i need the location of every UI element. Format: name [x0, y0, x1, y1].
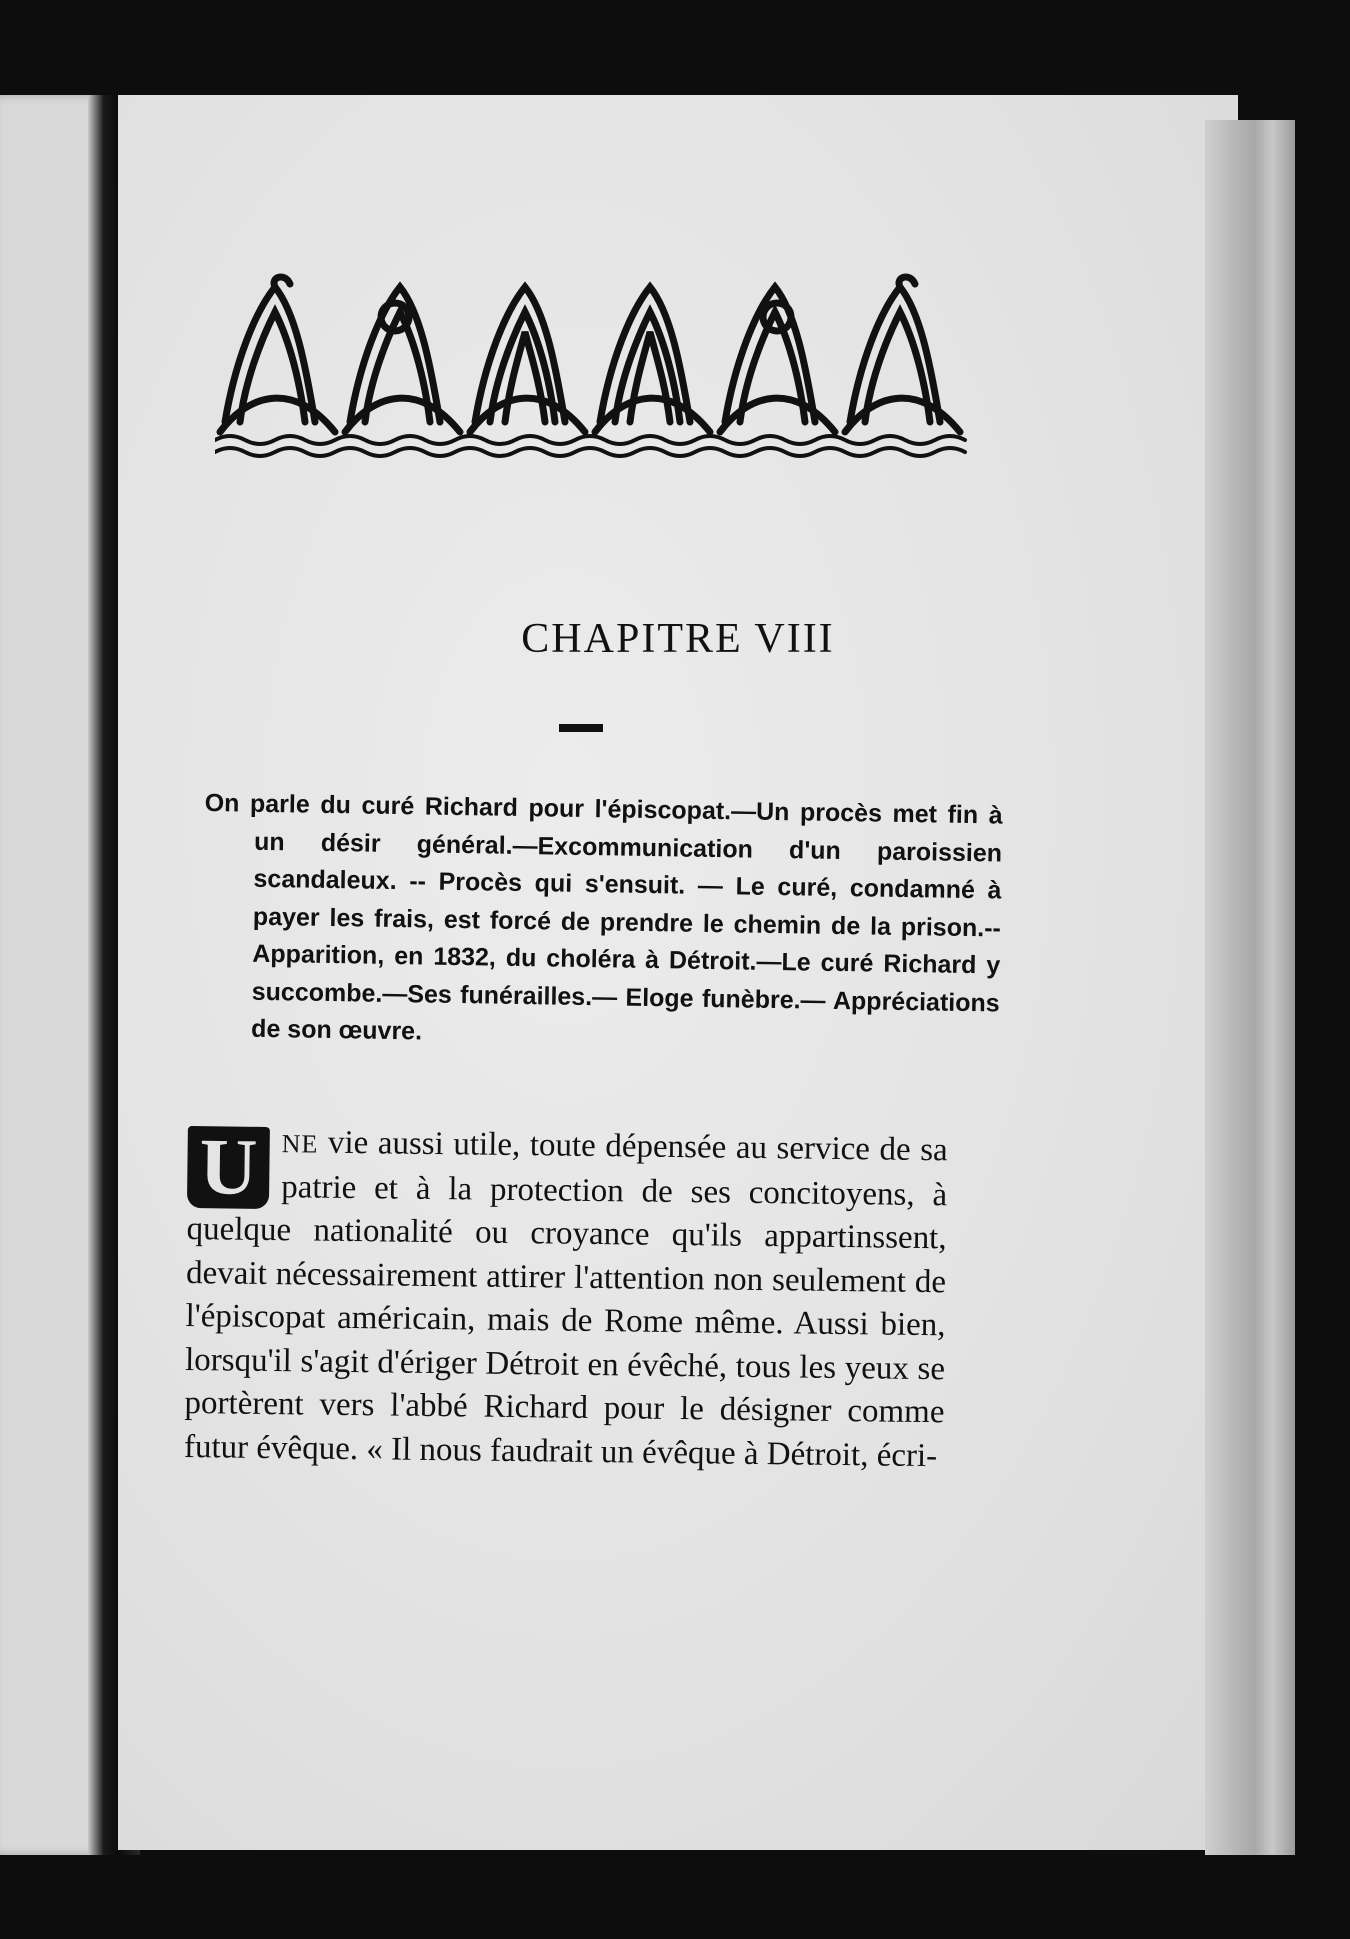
ornament-motif — [845, 277, 960, 432]
body-text: vie aussi utile, toute dépensée au service de sa patrie et à la protection de ses concitoyens, à quelque nationalité ou croyance qu'ils appartinssent, devait nécessairement attirer l'attention non seulement de l'épiscopat américain, mais de Rome même. Aussi bien, lorsqu'il s'agit d'ériger Détroit en évêché, tous les yeux se portèrent vers l'abbé Richard pour le désigner comme futur évêque. « Il nous faudrait un évêque à Détroit, écri- — [183, 1124, 948, 1474]
body-paragraph — [184, 1120, 948, 1478]
chapter-summary: On parle du curé Richard pour l'épiscopat.—Un procès met fin à un désir général.—Excommunication d'un paroissien scandaleux. -- Procès qui s'ensuit. — Le curé, condamné à payer les frais, est forcé de prendre le chemin de la prison.--Apparition, en 1832, du choléra à Détroit.—Le curé Richard y succombe.—Ses funérailles.— Eloge funèbre.— Appréciations de son œuvre. — [204, 788, 1003, 1046]
ornament-motif — [220, 277, 335, 432]
title-rule — [559, 724, 603, 732]
small-caps-lead: NE — [281, 1129, 319, 1159]
floral-ornament — [215, 272, 970, 472]
ornament-motif — [595, 287, 710, 432]
chapter-title: CHAPITRE VIII — [521, 616, 835, 662]
drop-cap-initial: U — [187, 1126, 270, 1209]
scan-border — [1295, 0, 1350, 1939]
ornament-motif — [470, 287, 585, 432]
page-edge — [1205, 120, 1295, 1855]
ornament-motif — [345, 287, 460, 432]
ornament-motif — [720, 287, 835, 432]
